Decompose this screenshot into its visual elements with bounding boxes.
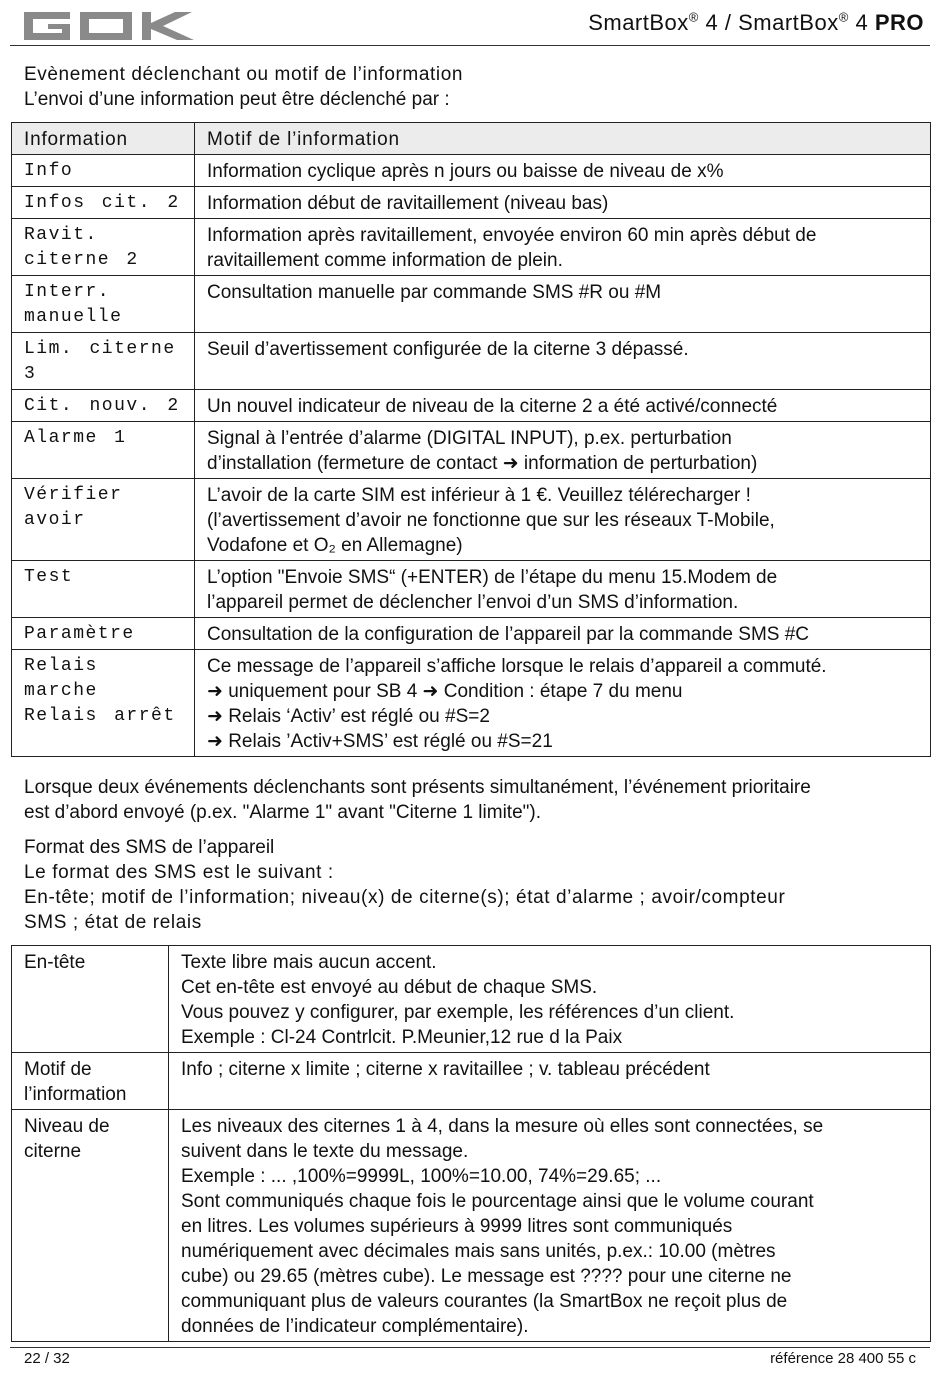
information-reason-cell <box>195 618 931 650</box>
information-row <box>12 333 931 390</box>
format-row <box>12 1053 931 1110</box>
information-reason-cell <box>195 187 931 219</box>
format-description-line: Exemple : Cl-24 Contrlcit. P.Meunier,12 rue d la Paix <box>181 1027 623 1048</box>
footer-rule <box>10 1347 930 1348</box>
header-rule <box>10 45 930 46</box>
information-reason-line: Ce message de l’appareil s’affiche lorsque le relais d’appareil a commuté. <box>207 656 827 677</box>
product-name: SmartBox <box>588 10 689 35</box>
information-code-line: Info <box>24 161 74 181</box>
information-code-cell <box>12 561 195 618</box>
information-row <box>12 618 931 650</box>
format-label-cell <box>12 1053 169 1110</box>
format-description-line: numériquement avec décimales mais sans unités, p.ex.: 10.00 (mètres <box>181 1241 776 1262</box>
registered-mark: ® <box>688 9 699 25</box>
information-reason-line: Information après ravitaillement, envoyée environ 60 min après début de <box>207 225 817 246</box>
information-reason-line: d’installation (fermeture de contact ➜ information de perturbation) <box>207 453 758 474</box>
page-number: 22 / 32 <box>24 1350 70 1367</box>
information-code-line: Paramètre <box>24 624 135 644</box>
information-code-cell <box>12 479 195 561</box>
information-code-line: 3 <box>24 364 37 384</box>
format-description-cell <box>169 1053 931 1110</box>
information-code-cell <box>12 618 195 650</box>
format-description-cell <box>169 1110 931 1342</box>
information-row <box>12 155 931 187</box>
information-reason-line: Consultation manuelle par commande SMS #R ou #M <box>207 282 662 303</box>
information-reason-line: ➜ Relais ‘Activ’ est réglé ou #S=2 <box>207 706 490 727</box>
information-row <box>12 187 931 219</box>
information-reason-line: Consultation de la configuration de l’appareil par la commande SMS #C <box>207 624 810 645</box>
information-reason-line: (l’avertissement d’avoir ne fonctionne que sur les réseaux T-Mobile, <box>207 510 775 531</box>
format-description-line: cube) ou 29.65 (mètres cube). Le message est ???? pour une citerne ne <box>181 1266 792 1287</box>
information-table-body <box>12 155 931 757</box>
pro-label: PRO <box>874 10 924 35</box>
document-reference: référence 28 400 55 c <box>770 1350 916 1367</box>
format-description-line: Vous pouvez y configurer, par exemple, les références d’un client. <box>181 1002 735 1023</box>
information-code-cell <box>12 219 195 276</box>
information-code-cell <box>12 650 195 757</box>
information-reason-cell <box>195 333 931 390</box>
priority-note-line: est d’abord envoyé (p.ex. "Alarme 1" avant "Citerne 1 limite"). <box>24 802 541 823</box>
information-row <box>12 650 931 757</box>
format-description-line: Info ; citerne x limite ; citerne x ravitaillee ; v. tableau précédent <box>181 1059 710 1080</box>
information-reason-line: Information début de ravitaillement (niveau bas) <box>207 193 609 214</box>
information-reason-line: L’avoir de la carte SIM est inférieur à 1 €. Veuillez télérecharger ! <box>207 485 751 506</box>
sms-format-table <box>11 945 931 1342</box>
information-reason-line: l’appareil permet de déclencher l’envoi d’un SMS d’information. <box>207 592 739 613</box>
information-table <box>11 122 931 757</box>
priority-note <box>24 775 928 825</box>
section-heading-trigger: Evènement déclenchant ou motif de l’information <box>24 64 464 85</box>
information-reason-cell <box>195 422 931 479</box>
format-description-line: données de l’indicateur complémentaire). <box>181 1316 529 1337</box>
format-description-line: en litres. Les volumes supérieurs à 9999 litres sont communiqués <box>181 1216 733 1237</box>
information-code-line: Test <box>24 567 74 587</box>
intro-block <box>24 62 928 112</box>
gok-logo <box>20 10 200 42</box>
format-description-line: En-tête; motif de l’information; niveau(x) de citerne(s); état d’alarme ; avoir/compteur <box>24 887 786 908</box>
information-code-cell <box>12 276 195 333</box>
information-code-cell <box>12 422 195 479</box>
information-code-line: Lim. citerne <box>24 339 176 359</box>
format-row <box>12 946 931 1053</box>
information-reason-cell <box>195 561 931 618</box>
information-reason-cell <box>195 276 931 333</box>
information-code-line: citerne 2 <box>24 250 139 270</box>
format-description-line: Exemple : ... ,100%=9999L, 100%=10.00, 74%=29.65; ... <box>181 1166 662 1187</box>
information-row <box>12 561 931 618</box>
information-reason-cell <box>195 479 931 561</box>
information-row <box>12 390 931 422</box>
registered-mark-2: ® <box>838 9 849 25</box>
information-reason-cell <box>195 650 931 757</box>
format-label-cell <box>12 946 169 1053</box>
information-code-line: Ravit. <box>24 225 98 245</box>
format-label-line: citerne <box>24 1141 82 1162</box>
format-description-line: SMS ; état de relais <box>24 912 202 933</box>
information-code-line: Infos cit. 2 <box>24 193 180 213</box>
format-label-line: En-tête <box>24 952 86 973</box>
sms-format-table-body <box>12 946 931 1342</box>
section-heading-format: Format des SMS de l’appareil <box>24 837 275 858</box>
format-description-line: Cet en-tête est envoyé au début de chaque SMS. <box>181 977 598 998</box>
format-section <box>24 835 928 935</box>
format-row <box>12 1110 931 1342</box>
information-code-line: Alarme 1 <box>24 428 127 448</box>
information-code-line: Cit. nouv. 2 <box>24 396 180 416</box>
format-description <box>24 860 928 935</box>
information-row <box>12 219 931 276</box>
format-description-line: Le format des SMS est le suivant : <box>24 862 334 883</box>
information-reason-line: ➜ Relais ’Activ+SMS’ est réglé ou #S=21 <box>207 731 553 752</box>
product-name-2: SmartBox <box>738 10 839 35</box>
model-number-2: 4 <box>855 10 869 35</box>
format-description-line: Sont communiqués chaque fois le pourcentage ainsi que le volume courant <box>181 1191 814 1212</box>
column-header-reason: Motif de l’information <box>195 123 931 155</box>
title-separator: / <box>724 10 732 35</box>
format-description-line: communiquant plus de valeurs courantes (la SmartBox ne reçoit plus de <box>181 1291 788 1312</box>
priority-note-line: Lorsque deux événements déclenchants sont présents simultanément, l’événement prioritaire <box>24 777 811 798</box>
information-reason-line: Signal à l’entrée d’alarme (DIGITAL INPUT), p.ex. perturbation <box>207 428 732 449</box>
information-reason-cell <box>195 390 931 422</box>
format-description-line: Texte libre mais aucun accent. <box>181 952 437 973</box>
information-code-line: marche <box>24 681 98 701</box>
product-title <box>588 10 924 36</box>
information-reason-line: Information cyclique après n jours ou baisse de niveau de x% <box>207 161 724 182</box>
column-header-information: Information <box>12 123 195 155</box>
information-code-line: Interr. <box>24 282 111 302</box>
information-row <box>12 422 931 479</box>
information-code-cell <box>12 333 195 390</box>
information-code-cell <box>12 155 195 187</box>
information-code-line: Relais arrêt <box>24 706 176 726</box>
intro-text: L’envoi d’une information peut être déclenché par : <box>24 89 450 110</box>
information-row <box>12 479 931 561</box>
information-code-cell <box>12 390 195 422</box>
information-row <box>12 276 931 333</box>
information-table-header <box>12 123 931 155</box>
information-reason-line: Vodafone et O₂ en Allemagne) <box>207 535 463 556</box>
information-reason-line: Seuil d’avertissement configurée de la citerne 3 dépassé. <box>207 339 689 360</box>
format-label-cell <box>12 1110 169 1342</box>
information-reason-line: L’option "Envoie SMS“ (+ENTER) de l’étape du menu 15.Modem de <box>207 567 778 588</box>
model-number: 4 <box>705 10 719 35</box>
format-label-line: Niveau de <box>24 1116 110 1137</box>
format-description-line: suivent dans le texte du message. <box>181 1141 469 1162</box>
format-label-line: l’information <box>24 1084 127 1105</box>
format-description-cell <box>169 946 931 1053</box>
information-code-line: avoir <box>24 510 86 530</box>
information-code-line: Relais <box>24 656 98 676</box>
format-description-line: Les niveaux des citernes 1 à 4, dans la mesure où elles sont connectées, se <box>181 1116 824 1137</box>
information-reason-line: ravitaillement comme information de plein. <box>207 250 563 271</box>
information-reason-line: ➜ uniquement pour SB 4 ➜ Condition : étape 7 du menu <box>207 681 683 702</box>
information-code-line: manuelle <box>24 307 123 327</box>
information-code-line: Vérifier <box>24 485 123 505</box>
information-reason-cell <box>195 155 931 187</box>
format-label-line: Motif de <box>24 1059 92 1080</box>
information-reason-line: Un nouvel indicateur de niveau de la citerne 2 a été activé/connecté <box>207 396 778 417</box>
information-code-cell <box>12 187 195 219</box>
information-reason-cell <box>195 219 931 276</box>
